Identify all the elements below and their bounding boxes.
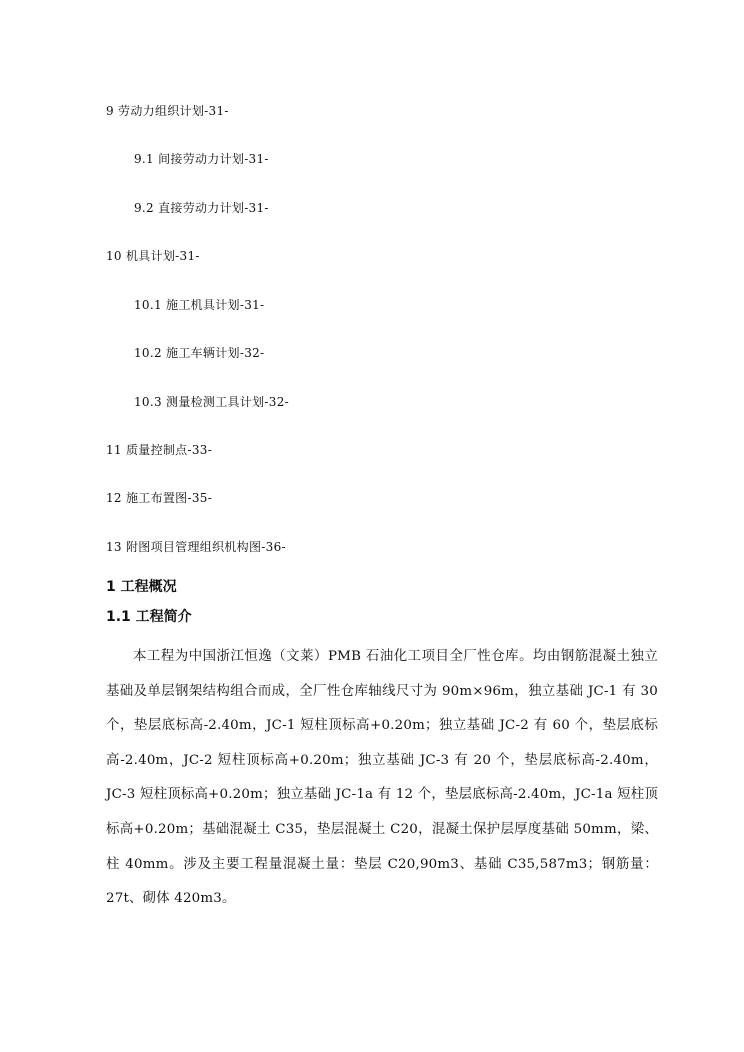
toc-entry-10-1: 10.1 施工机具计划-31- [134, 298, 265, 312]
toc-entry-11: 11 质量控制点-33- [106, 443, 213, 457]
toc-entry-10-2: 10.2 施工车辆计划-32- [134, 346, 265, 360]
toc-entry-10: 10 机具计划-31- [106, 249, 200, 263]
toc-entry-10-3: 10.3 测量检测工具计划-32- [134, 395, 290, 409]
toc-entry-13: 13 附图项目管理组织机构图-36- [106, 540, 286, 554]
project-description-paragraph: 本工程为中国浙江恒逸（文莱）PMB 石油化工项目全厂性仓库。均由钢筋混凝土独立基础及单层钢架结构组合而成，全厂性仓库轴线尺寸为 90m×96m，独立基础 JC-1 有 30 个，垫层底标高-2.40m，JC-1 短柱顶标高+0.20m；独立基础 JC-2 有 60 个，垫层底标高-2.40m，JC-2 短柱顶标高+0.20m；独立基础 JC-3 有 20 个，垫层底标高-2.40m，JC-3 短柱顶标高+0.20m；独立基础 JC-1a 有 12 个，垫层底标高-2.40m，JC-1a 短柱顶标高+0.20m；基础混凝土 C35，垫层混凝土 C20，混凝土保护层厚度基础 50mm，梁、柱 40mm。涉及主要工程量混凝土量：垫层 C20,90m3、基础 C35,587m3；钢筋量：27t、砌体 420m3。 [106, 649, 658, 907]
toc-entry-9-2: 9.2 直接劳动力计划-31- [134, 201, 269, 215]
toc-entry-9: 9 劳动力组织计划-31- [106, 104, 229, 118]
toc-entry-12: 12 施工布置图-35- [106, 491, 213, 505]
section-heading: 1 工程概况 [106, 579, 177, 595]
toc-entry-9-1: 9.1 间接劳动力计划-31- [134, 152, 269, 166]
subsection-heading: 1.1 工程简介 [106, 609, 192, 625]
